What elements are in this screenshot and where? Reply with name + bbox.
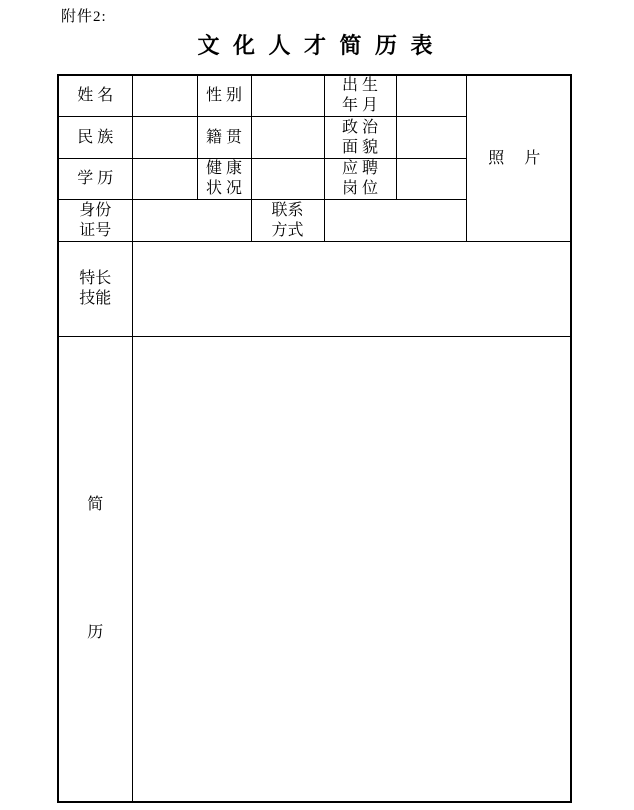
contact-label-line2: 方式 xyxy=(271,221,304,239)
education-value-cell[interactable] xyxy=(132,159,197,200)
skills-value-cell[interactable] xyxy=(132,242,571,337)
native-place-label-cell xyxy=(197,117,251,159)
skills-label-cell xyxy=(58,242,132,337)
ethnicity-value-cell[interactable] xyxy=(132,117,197,159)
contact-label-cell xyxy=(251,200,324,242)
skills-label-line1: 特长 xyxy=(79,270,112,287)
birth-value-cell[interactable] xyxy=(396,75,466,117)
health-label xyxy=(198,159,251,199)
position-label-cell xyxy=(324,159,396,200)
political-status-value-cell[interactable] xyxy=(396,117,466,159)
political-status-label-line1: 政 治 xyxy=(341,118,378,136)
birth-label-line1: 出 生 xyxy=(341,77,378,94)
gender-label-cell xyxy=(197,75,251,117)
contact-value-cell[interactable] xyxy=(324,200,466,242)
name-label-cell xyxy=(58,75,132,117)
ethnicity-label-cell xyxy=(58,117,132,159)
political-status-label xyxy=(325,118,396,158)
resume-label-cell xyxy=(58,337,132,802)
gender-label: 性 别 xyxy=(205,87,242,104)
row-name-gender-birth xyxy=(58,75,571,117)
birth-label xyxy=(325,76,396,116)
gender-value-cell[interactable] xyxy=(251,75,324,117)
row-resume xyxy=(58,337,571,802)
resume-label xyxy=(59,495,132,643)
id-number-label-line1: 身份 xyxy=(79,201,112,219)
position-label-line1: 应 聘 xyxy=(341,160,378,177)
political-status-label-line2: 面 貌 xyxy=(341,138,378,156)
id-number-label xyxy=(59,201,132,241)
education-label-cell xyxy=(58,159,132,200)
attachment-note: 附件2: xyxy=(61,9,107,25)
photo-cell[interactable] xyxy=(466,75,571,242)
id-number-label-line2: 证号 xyxy=(79,221,112,239)
health-label-line2: 状 况 xyxy=(205,180,242,197)
id-number-label-cell xyxy=(58,200,132,242)
education-label: 学 历 xyxy=(77,170,114,187)
resume-value-cell[interactable] xyxy=(132,337,571,802)
position-value-cell[interactable] xyxy=(396,159,466,200)
id-number-value-cell[interactable] xyxy=(132,200,251,242)
political-status-label-cell xyxy=(324,117,396,159)
health-label-cell xyxy=(197,159,251,200)
native-place-value-cell[interactable] xyxy=(251,117,324,159)
name-label: 姓 名 xyxy=(77,87,114,104)
health-value-cell[interactable] xyxy=(251,159,324,200)
contact-label xyxy=(252,201,324,241)
name-value-cell[interactable] xyxy=(132,75,197,117)
birth-label-cell xyxy=(324,75,396,117)
resume-label-char2: 历 xyxy=(87,623,104,641)
skills-label xyxy=(59,269,132,309)
health-label-line1: 健 康 xyxy=(205,160,242,177)
resume-label-char1: 简 xyxy=(87,495,104,513)
ethnicity-label: 民 族 xyxy=(77,128,114,146)
skills-label-line2: 技能 xyxy=(79,290,112,307)
contact-label-line1: 联系 xyxy=(271,201,304,219)
birth-label-line2: 年 月 xyxy=(341,97,378,114)
resume-form-table xyxy=(57,74,572,803)
native-place-label: 籍 贯 xyxy=(205,128,242,146)
row-skills xyxy=(58,242,571,337)
page-title: 文 化 人 才 简 历 表 xyxy=(197,33,437,58)
position-label xyxy=(325,159,396,199)
position-label-line2: 岗 位 xyxy=(341,180,378,197)
photo-label: 照 片 xyxy=(488,149,549,167)
